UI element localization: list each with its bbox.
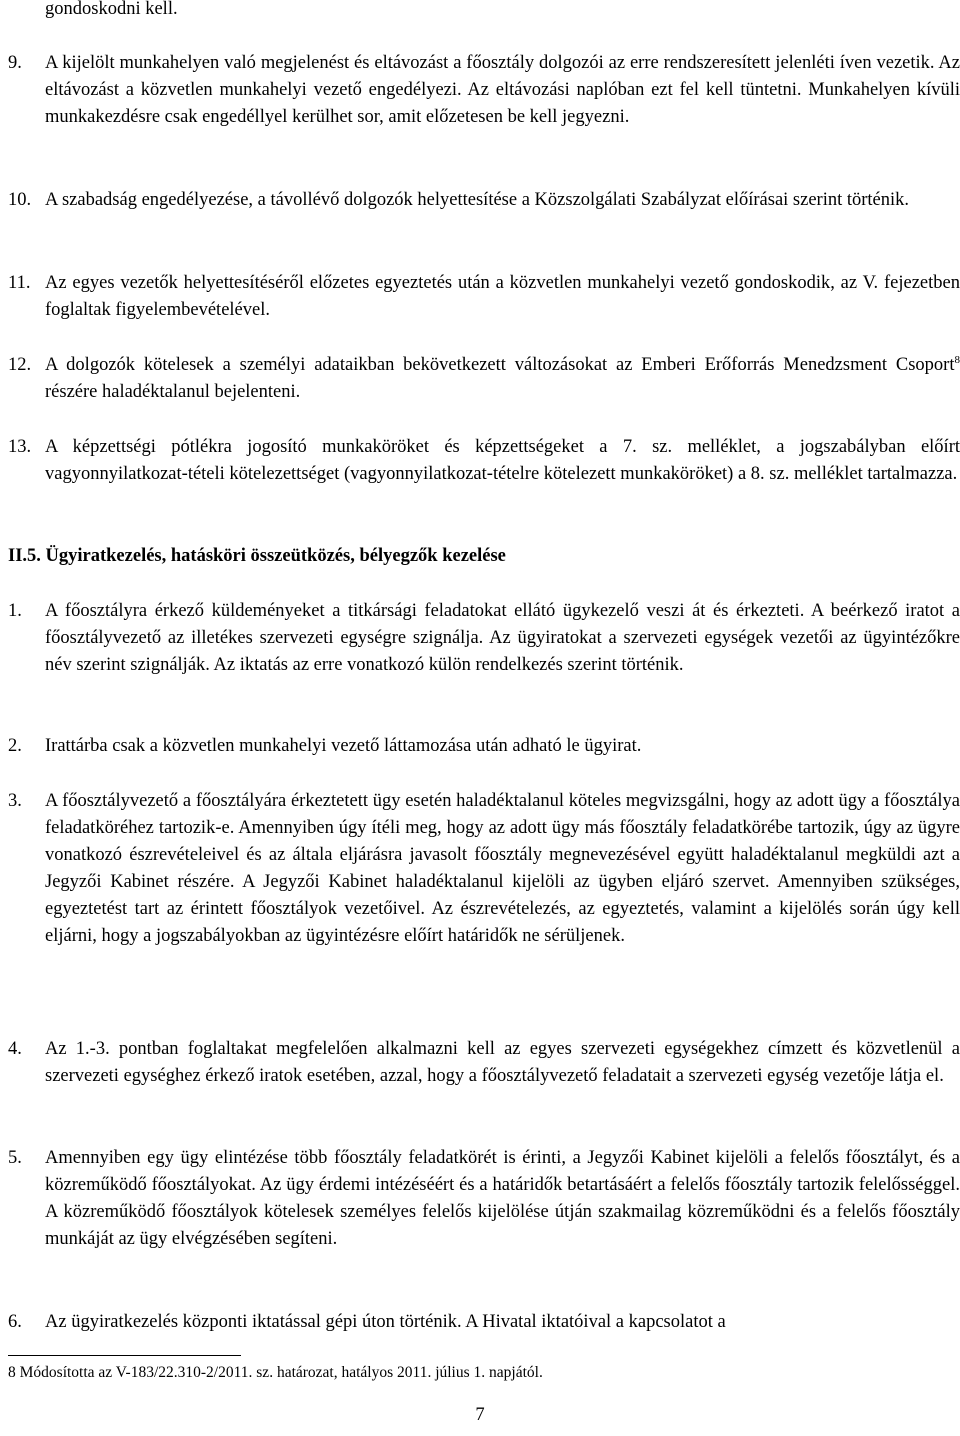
footnote: 8 Módosította az V-183/22.310-2/2011. sz. határozat, hatályos 2011. július 1. napjától. (8, 1364, 543, 1381)
item-number: 6. (8, 1312, 22, 1332)
section-item-5 (8, 1145, 960, 1253)
item-text: Az ügyiratkezelés központi iktatással gépi úton történik. A Hivatal iktatóival a kapcsolatot a (45, 1312, 726, 1332)
section-item-4 (8, 1036, 960, 1090)
list-item-12 (8, 352, 960, 406)
item-number: 3. (8, 791, 22, 811)
item-text: Az egyes vezetők helyettesítéséről előzetes egyeztetés után a közvetlen munkahelyi vezető gondoskodik, az V. fejezetben foglaltak figyelembevételével. (45, 273, 960, 320)
list-item-13 (8, 434, 960, 488)
item-text (45, 352, 960, 406)
item-number: 11. (8, 273, 31, 293)
item-text: A képzettségi pótlékra jogosító munkaköröket és képzettségeket a 7. sz. melléklet, a jogszabályban előírt vagyonnyilatkozat-tételi kötelezettséget (vagyonnyilatkozat-tételre kötelezett munkaköröket) a 8. sz. melléklet tartalmazza. (45, 437, 960, 484)
item-number: 10. (8, 190, 32, 210)
section-item-6 (8, 1309, 960, 1336)
footnote-reference: 8 (954, 353, 960, 366)
section-item-1 (8, 598, 960, 679)
item-number: 5. (8, 1148, 22, 1168)
item-number: 9. (8, 53, 22, 73)
item-number: 13. (8, 437, 32, 457)
item-text-part: részére haladéktalanul bejelenteni. (45, 382, 301, 402)
page-number: 7 (475, 1405, 485, 1425)
section-item-3 (8, 788, 960, 950)
item-text: A kijelölt munkahelyen való megjelenést és eltávozást a főosztály dolgozói az erre rendszeresített jelenléti íven vezetik. Az eltávozást a közvetlen munkahelyi vezető engedélyezi. Az eltávozási naplóban ezt fel kell tüntetni. Munkahelyen kívüli munkakezdésre csak engedéllyel kerülhet sor, amit előzetesen be kell jegyezni. (45, 53, 960, 127)
section-heading: II.5. Ügyiratkezelés, hatásköri összeütközés, bélyegzők kezelése (8, 546, 506, 566)
continuation-text: gondoskodni kell. (45, 0, 178, 19)
footnote-divider (8, 1355, 241, 1356)
item-number: 1. (8, 601, 22, 621)
item-text: A főosztályvezető a főosztályára érkeztetett ügy esetén haladéktalanul köteles megvizsgálni, hogy az adott ügy a főosztálya feladatköréhez tartozik-e. Amennyiben úgy ítéli meg, hogy az adott ügy más főosztály feladatkörébe tartozik, úgy az ügyre vonatkozó észrevételeivel és az általa eljárásra javasolt főosztály megnevezésével együtt haladéktalanul megküldi azt a Jegyzői Kabinet részére. A Jegyzői Kabinet haladéktalanul kijelöli az ügyben eljáró szervet. Amennyiben szükséges, egyeztetést tart az érintett főosztályok vezetőivel. Az észrevételezés, az egyeztetés, valamint a kijelölés során úgy kell eljárni, hogy a jogszabályokban az ügyintézésre előírt határidők ne sérüljenek. (45, 791, 960, 946)
item-text: Amennyiben egy ügy elintézése több főosztály feladatkörét is érinti, a Jegyzői Kabinet kijelöli a felelős főosztályt, és a közreműködő főosztályokat. Az ügy érdemi intézéséért és a határidők betartásáért a felelős főosztály tartozik felelősséggel. A közreműködő főosztályok kötelesek személyes felelős kijelölése útján szakmailag közreműködni és a felelős főosztály munkáját az ügy elvégzésében segíteni. (45, 1148, 960, 1249)
section-item-2 (8, 733, 960, 760)
list-item-9 (8, 50, 960, 131)
item-text: A szabadság engedélyezése, a távollévő dolgozók helyettesítése a Közszolgálati Szabályzat előírásai szerint történik. (45, 190, 910, 210)
item-number: 2. (8, 736, 22, 756)
item-number: 4. (8, 1039, 22, 1059)
item-text-part: A dolgozók kötelesek a személyi adataikban bekövetkezett változásokat az Emberi Erőforrás Menedzsment Csoport (45, 355, 955, 375)
list-item-10 (8, 187, 960, 214)
item-number: 12. (8, 355, 32, 375)
item-text: Irattárba csak a közvetlen munkahelyi vezető láttamozása után adható le ügyirat. (45, 736, 642, 756)
list-item-11 (8, 270, 960, 324)
item-text: Az 1.-3. pontban foglaltakat megfelelően alkalmazni kell az egyes szervezeti egységekhez címzett és közvetlenül a szervezeti egységhez érkező iratok esetében, azzal, hogy a főosztályvezető feladatait a szervezeti egység vezetője látja el. (45, 1039, 960, 1086)
item-text: A főosztályra érkező küldeményeket a titkársági feladatokat ellátó ügykezelő veszi át és érkezteti. A beérkező iratot a főosztályvezető az illetékes szervezeti egységre szignálja. Az ügyiratokat a szervezeti egységek vezetői az ügyintézőkre név szerint szignálják. Az iktatás az erre vonatkozó külön rendelkezés szerint történik. (45, 601, 960, 675)
